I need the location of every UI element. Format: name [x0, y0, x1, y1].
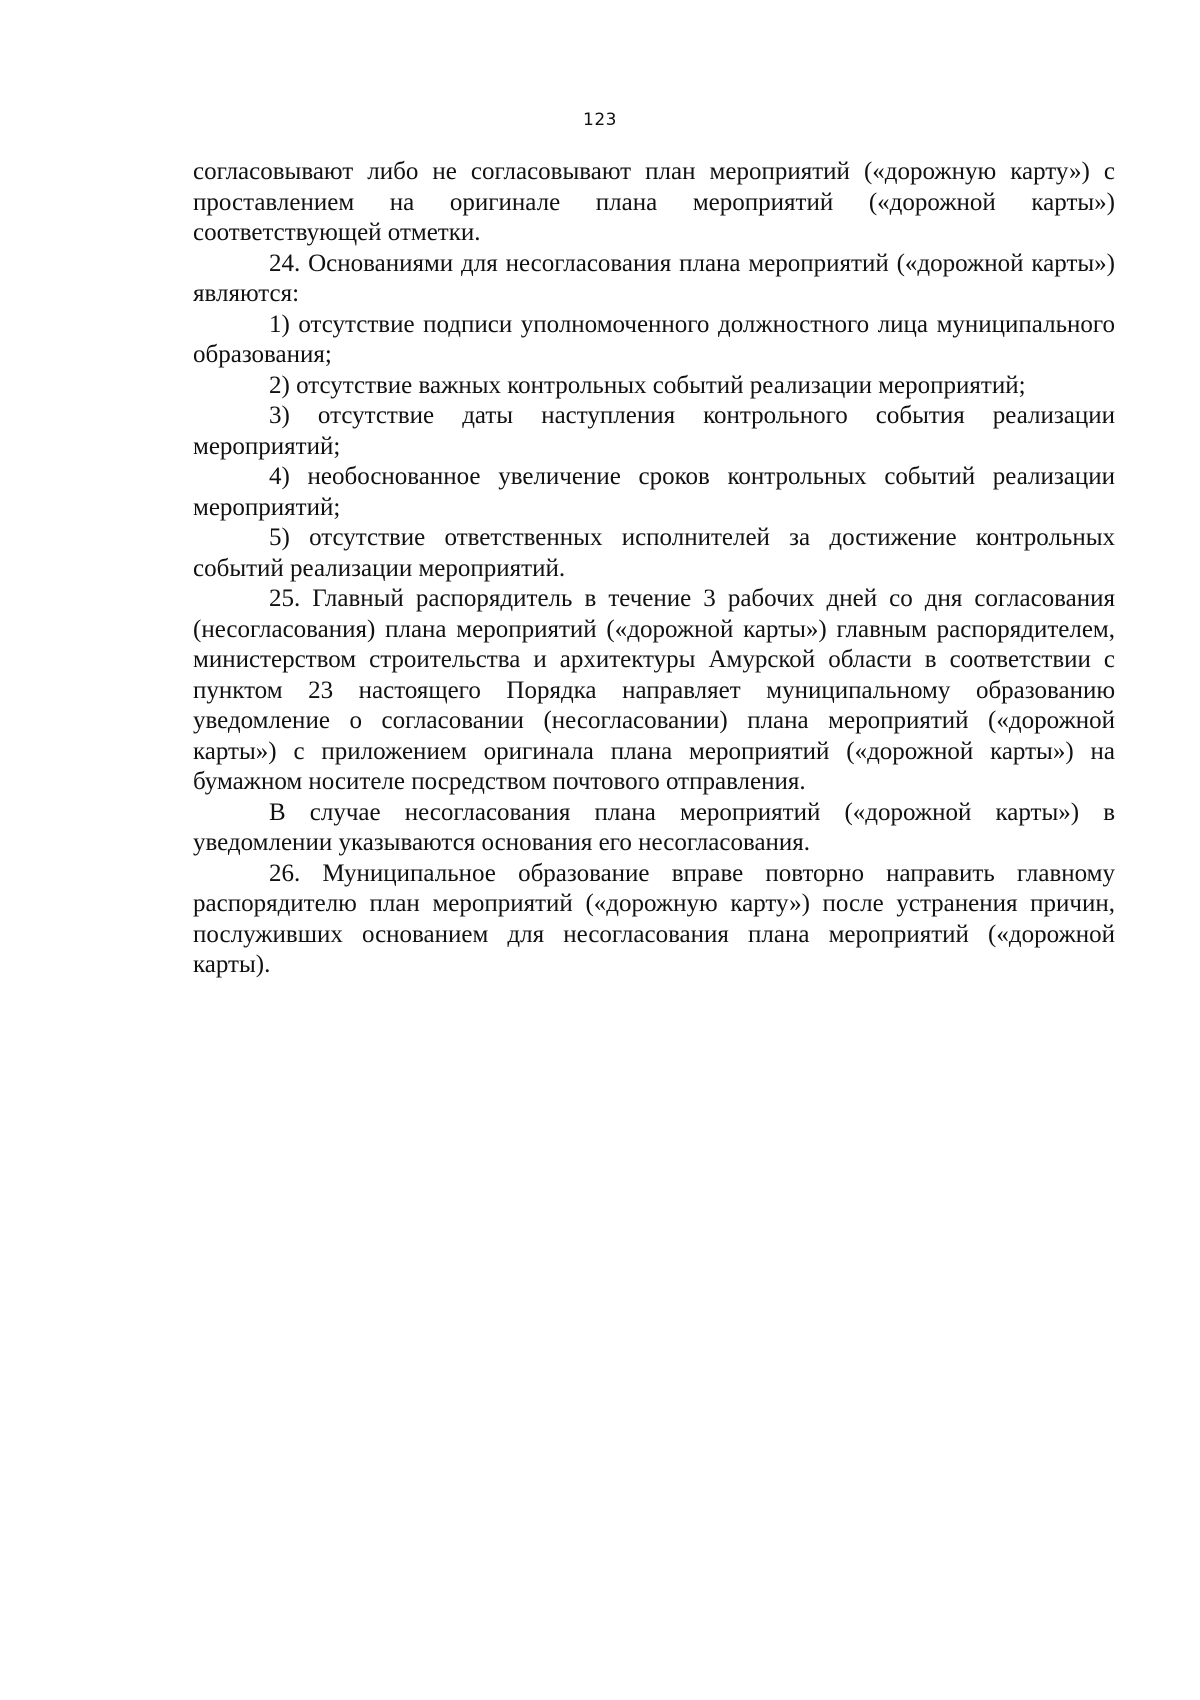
list-item-4: 4) необоснованное увеличение сроков контрольных событий реализации мероприятий;: [193, 463, 1115, 521]
paragraph-continuation: согласовывают либо не согласовывают план мероприятий («дорожную карту») с проставлением на оригинале плана мероприятий («дорожной карты») соответствующей отметки.: [193, 158, 1115, 246]
paragraph-item-26: 26. Муниципальное образование вправе повторно направить главному распорядителю план мероприятий («дорожную карту») после устранения причин, послуживших основанием для несогласования плана мероприятий («дорожной карты).: [193, 859, 1115, 978]
paragraph-item-24: 24. Основаниями для несогласования плана мероприятий («дорожной карты») являются:: [193, 249, 1115, 307]
paragraph-item-25: 25. Главный распорядитель в течение 3 рабочих дней со дня согласования (несогласования) плана мероприятий («дорожной карты») главным распорядителем, министерством строительства и архитектуры Амурской области в соответствии с пунктом 23 настоящего Порядка направляет муниципальному образованию уведомление о согласовании (несогласовании) плана мероприятий («дорожной карты») с приложением оригинала плана мероприятий («дорожной карты») на бумажном носителе посредством почтового отправления.: [193, 585, 1115, 795]
list-item-3: 3) отсутствие даты наступления контрольного события реализации мероприятий;: [193, 402, 1115, 460]
paragraph-rejection-note: В случае несогласования плана мероприятий («дорожной карты») в уведомлении указываются основания его несогласования.: [193, 798, 1115, 856]
list-item-5: 5) отсутствие ответственных исполнителей за достижение контрольных событий реализации мероприятий.: [193, 524, 1115, 582]
list-item-1: 1) отсутствие подписи уполномоченного должностного лица муниципального образования;: [193, 310, 1115, 368]
page-number: 123: [583, 110, 617, 130]
list-item-2: 2) отсутствие важных контрольных событий реализации мероприятий;: [269, 371, 1026, 399]
document-body: [193, 157, 1115, 981]
